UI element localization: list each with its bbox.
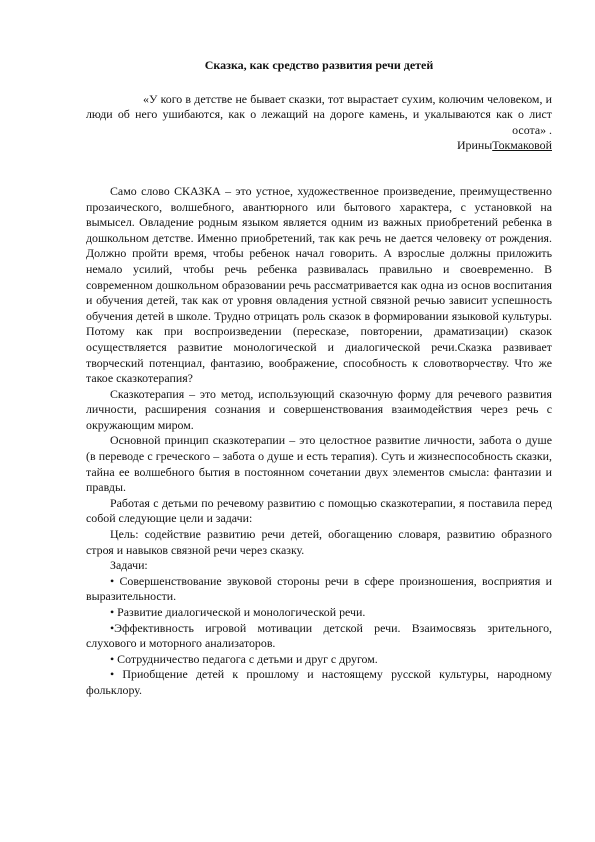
paragraph-intro: Само слово СКАЗКА – это устное, художественное произведение, преимущественно прозаического, волшебного, авантюрного или бытового характера, с установкой на вымысел. Овладение родным языком является одним из важных приобретений ребенка в дошкольном детстве. Именно приобретений, так как речь не дается человеку от рождения. Должно пройти время, чтобы ребенок начал говорить. А взрослые должны приложить немало усилий, чтобы речь ребенка развивалась правильно и своевременно. В современном дошкольном образовании речь рассматривается как одна из основ воспитания и обучения детей, так как от уровня овладения устной связной речью зависит успешность обучения детей в школе. Трудно отрицать роль сказок в формировании языковой культуры. Потому как при воспроизведении (пересказе, повторении, драматизации) сказок осуществляется развитие монологической и диалогической речи.Сказка развивает творческий потенциал, фантазию, воображение, способность к словотворчеству. Что же такое сказкотерапия? <box>86 183 552 386</box>
list-item: • Развитие диалогической и монологической речи. <box>110 605 366 619</box>
epigraph-author-name: Токмаковой <box>492 138 552 153</box>
list-item: • Совершенствование звуковой стороны речи в сфере произношения, восприятия и выразительности. <box>86 573 552 604</box>
list-item: • Приобщение детей к прошлому и настоящему русской культуры, народному фольклору. <box>86 667 552 697</box>
document-body <box>86 58 552 699</box>
document-title: Сказка, как средство развития речи детей <box>204 58 434 72</box>
paragraph-goals-intro: Работая с детьми по речевому развитию с помощью сказкотерапии, я поставила перед собой следующие цели и задачи: <box>86 495 552 526</box>
epigraph <box>86 92 552 154</box>
paragraph-definition: Сказкотерапия – это метод, использующий сказочную форму для речевого развития личности, расширения сознания и совершенствования взаимодействия через речь с окружающим миром. <box>86 386 552 432</box>
list-item: • Сотрудничество педагога с детьми и друг с другом. <box>110 651 378 666</box>
epigraph-author-prefix: Ирины <box>456 138 493 153</box>
list-item: •Эффективность игровой мотивации детской речи. Взаимосвязь зрительного, слухового и моторного анализаторов. <box>86 620 552 651</box>
paragraph-goal: Цель: содействие развитию речи детей, обогащению словаря, развитию образного строя и навыков связной речи через сказку. <box>86 527 552 557</box>
paragraph-tasks-heading: Задачи: <box>110 558 148 573</box>
epigraph-text: «У кого в детстве не бывает сказки, тот вырастает сухим, колючим человеком, и люди об него ушибаются, как о лежащий на дороге камень, и укалываются как о лист осота» . <box>86 91 552 137</box>
paragraph-principle: Основной принцип сказкотерапии – это целостное развитие личности, забота о душе (в переводе с греческого – забота о душе и есть терапия). Суть и жизнеспособность сказки, тайна ее волшебного бытия в постоянном сочетании двух элементов смысла: фантазии и правды. <box>86 433 552 495</box>
epigraph-author <box>86 138 552 154</box>
